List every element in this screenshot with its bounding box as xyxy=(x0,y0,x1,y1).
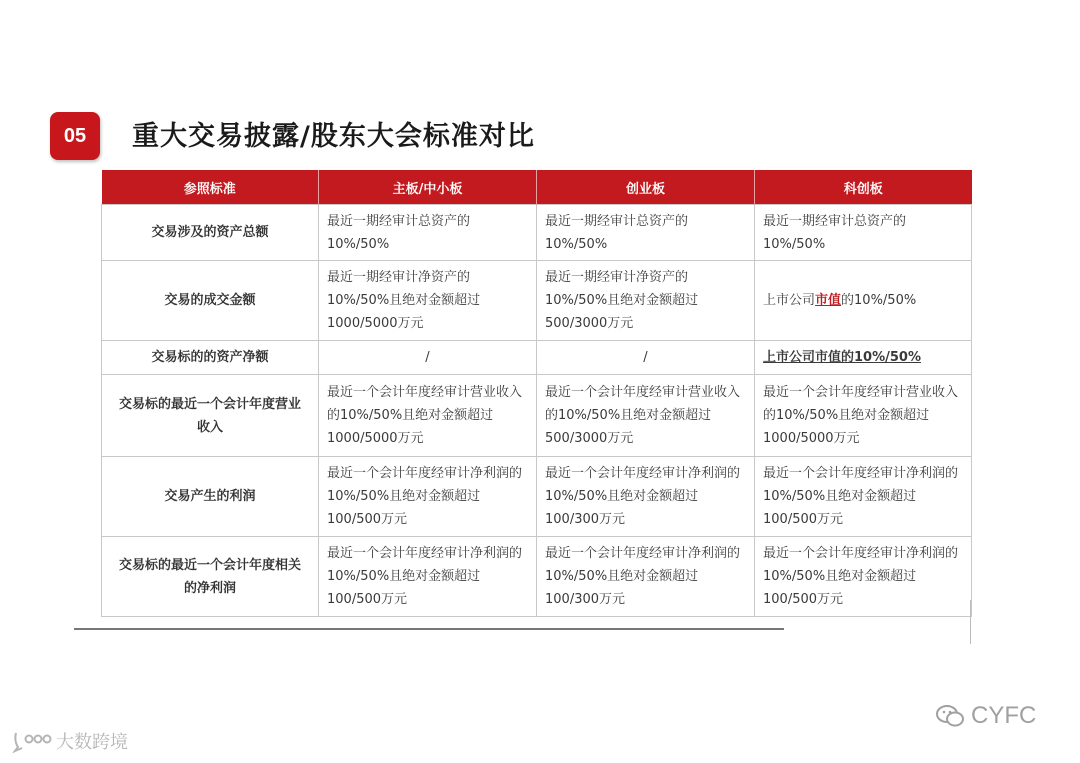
cell-star-prefix: 上市公司 xyxy=(763,293,816,308)
header-star-board: 科创板 xyxy=(755,170,972,205)
cell-star: 最近一个会计年度经审计净利润的10%/50%且绝对金额超过100/500万元 xyxy=(755,457,972,537)
table-row xyxy=(102,341,972,375)
table-row xyxy=(102,205,972,261)
header-gem-board: 创业板 xyxy=(537,170,755,205)
watermark-right xyxy=(935,702,1036,730)
table-row xyxy=(102,375,972,457)
cell-main: 最近一个会计年度经审计营业收入的10%/50%且绝对金额超过1000/5000万元 xyxy=(319,375,537,457)
watermark-right-text: CYFC xyxy=(971,702,1037,729)
table-header-row xyxy=(102,170,972,205)
right-divider xyxy=(970,600,971,644)
page-title: 重大交易披露/股东大会标准对比 xyxy=(132,121,535,152)
header-criteria: 参照标准 xyxy=(102,170,319,205)
cell-gem: 最近一个会计年度经审计净利润的10%/50%且绝对金额超过100/300万元 xyxy=(537,537,755,617)
section-number-badge: 05 xyxy=(50,112,100,160)
table-row xyxy=(102,457,972,537)
highlight-market-value: 市值 xyxy=(815,293,842,308)
wechat-icon xyxy=(935,703,965,729)
row-label: 交易的成交金额 xyxy=(102,261,319,341)
cell-main: / xyxy=(319,341,537,375)
cell-gem: 最近一期经审计总资产的10%/50% xyxy=(537,205,755,261)
cell-star-suffix: 的10%/50% xyxy=(841,293,917,308)
cell-main: 最近一个会计年度经审计净利润的10%/50%且绝对金额超过100/500万元 xyxy=(319,457,537,537)
watermark-left-text: 大数跨境 xyxy=(56,732,128,753)
table-row xyxy=(102,537,972,617)
cell-star xyxy=(755,261,972,341)
table-row xyxy=(102,261,972,341)
row-label: 交易标的的资产净额 xyxy=(102,341,319,375)
cell-star-highlight: 上市公司市值的10%/50% xyxy=(755,341,972,375)
bottom-divider xyxy=(74,628,784,630)
cell-main: 最近一期经审计净资产的10%/50%且绝对金额超过1000/5000万元 xyxy=(319,261,537,341)
header-main-board: 主板/中小板 xyxy=(319,170,537,205)
row-label: 交易标的最近一个会计年度营业收入 xyxy=(102,375,319,457)
comparison-table xyxy=(101,170,972,617)
cell-gem: 最近一个会计年度经审计营业收入的10%/50%且绝对金额超过500/3000万元 xyxy=(537,375,755,457)
row-label: 交易涉及的资产总额 xyxy=(102,205,319,261)
row-label: 交易产生的利润 xyxy=(102,457,319,537)
cell-star: 最近一个会计年度经审计营业收入的10%/50%且绝对金额超过1000/5000万元 xyxy=(755,375,972,457)
cell-gem: 最近一期经审计净资产的10%/50%且绝对金额超过500/3000万元 xyxy=(537,261,755,341)
row-label: 交易标的最近一个会计年度相关的净利润 xyxy=(102,537,319,617)
cell-main: 最近一期经审计总资产的10%/50% xyxy=(319,205,537,261)
chat-bubble-icon xyxy=(12,729,52,753)
cell-gem: 最近一个会计年度经审计净利润的10%/50%且绝对金额超过100/300万元 xyxy=(537,457,755,537)
cell-star: 最近一期经审计总资产的10%/50% xyxy=(755,205,972,261)
cell-gem: / xyxy=(537,341,755,375)
cell-main: 最近一个会计年度经审计净利润的10%/50%且绝对金额超过100/500万元 xyxy=(319,537,537,617)
watermark-left xyxy=(12,728,128,754)
cell-star: 最近一个会计年度经审计净利润的10%/50%且绝对金额超过100/500万元 xyxy=(755,537,972,617)
